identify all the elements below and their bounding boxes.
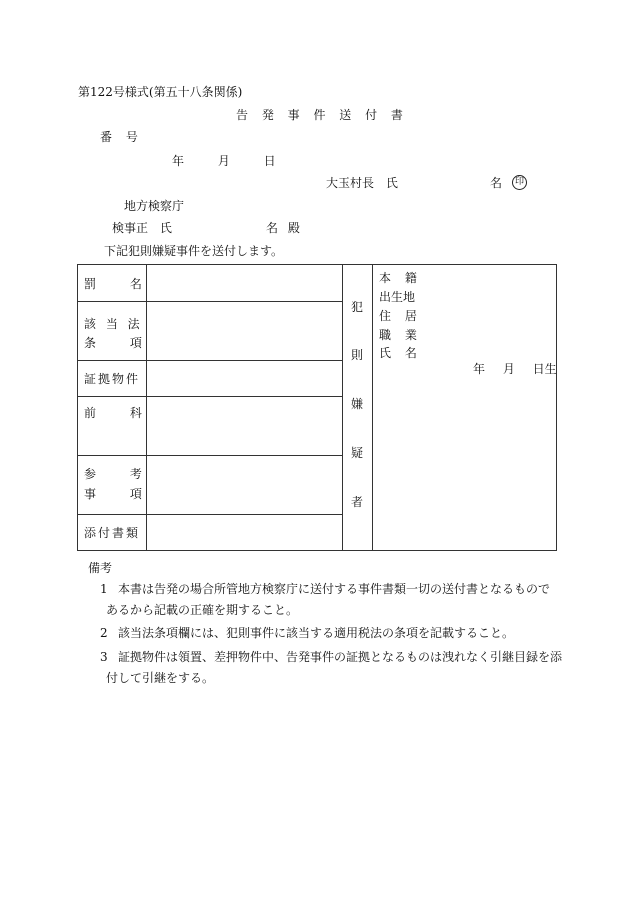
intro-text: 下記犯則嫌疑事件を送付します。: [104, 244, 284, 258]
field-birthdate: 年 月 日生: [473, 362, 557, 376]
recipient-suffix: 名 殿: [266, 221, 300, 235]
suspect-header-char: 嫌: [351, 397, 364, 411]
table-row-divider: [77, 514, 342, 515]
row-label-attachments: 添付書類: [84, 526, 141, 540]
form-number: 第122号様式(第五十八条関係): [78, 85, 243, 99]
table-divider: [146, 264, 147, 551]
case-table: [77, 264, 557, 551]
note-1-number: 1: [100, 582, 108, 596]
table-row-divider: [77, 301, 342, 302]
suspect-header-char: 則: [351, 348, 364, 362]
note-3-line2: 付して引継をする。: [106, 671, 215, 685]
recipient-office: 地方検察庁: [124, 199, 185, 213]
number-label: 番 号: [100, 130, 138, 144]
notes-heading: 備考: [88, 561, 113, 575]
field-name: 氏 名: [379, 346, 417, 360]
recipient-title: 検事正 氏: [112, 221, 172, 235]
table-row-divider: [77, 455, 342, 456]
table-row-divider: [77, 396, 342, 397]
note-1-line2: あるから記載の正確を期すること。: [106, 603, 299, 617]
field-domicile: 本 籍: [379, 271, 417, 285]
note-1-line1: 本書は告発の場合所管地方検察庁に送付する事件書類一切の送付書となるもので: [118, 582, 551, 596]
note-2-number: 2: [100, 626, 108, 640]
note-3-number: 3: [100, 650, 108, 664]
sender-title: 大玉村長 氏: [326, 176, 398, 190]
row-label-penalty: 罰 名: [84, 277, 142, 291]
seal-icon: 印: [512, 175, 527, 190]
field-occupation: 職 業: [379, 328, 417, 342]
suspect-header-char: 者: [351, 495, 364, 509]
row-label-reference-line1: 参 考: [84, 467, 142, 481]
row-label-law-line1: 該 当 法: [84, 317, 140, 331]
sender-name-label: 名: [490, 176, 503, 190]
row-label-evidence: 証拠物件: [84, 372, 141, 386]
suspect-header-char: 犯: [351, 300, 364, 314]
date-label: 年 月 日: [172, 154, 276, 168]
note-3-line1: 証拠物件は領置、差押物件中、告発事件の証拠となるものは洩れなく引継目録を添: [118, 650, 563, 664]
table-divider: [372, 264, 373, 551]
page-title: 告 発 事 件 送 付 書: [236, 108, 403, 122]
row-label-record: 前 科: [84, 406, 142, 420]
field-birthplace: 出生地: [379, 290, 416, 304]
table-divider: [342, 264, 343, 551]
field-residence: 住 居: [379, 309, 417, 323]
row-label-reference-line2: 事 項: [84, 487, 142, 501]
table-row-divider: [77, 360, 342, 361]
row-label-law-line2: 条 項: [84, 336, 142, 350]
suspect-header-char: 疑: [351, 446, 364, 460]
note-2-line1: 該当法条項欄には、犯則事件に該当する適用税法の条項を記載すること。: [118, 626, 515, 640]
